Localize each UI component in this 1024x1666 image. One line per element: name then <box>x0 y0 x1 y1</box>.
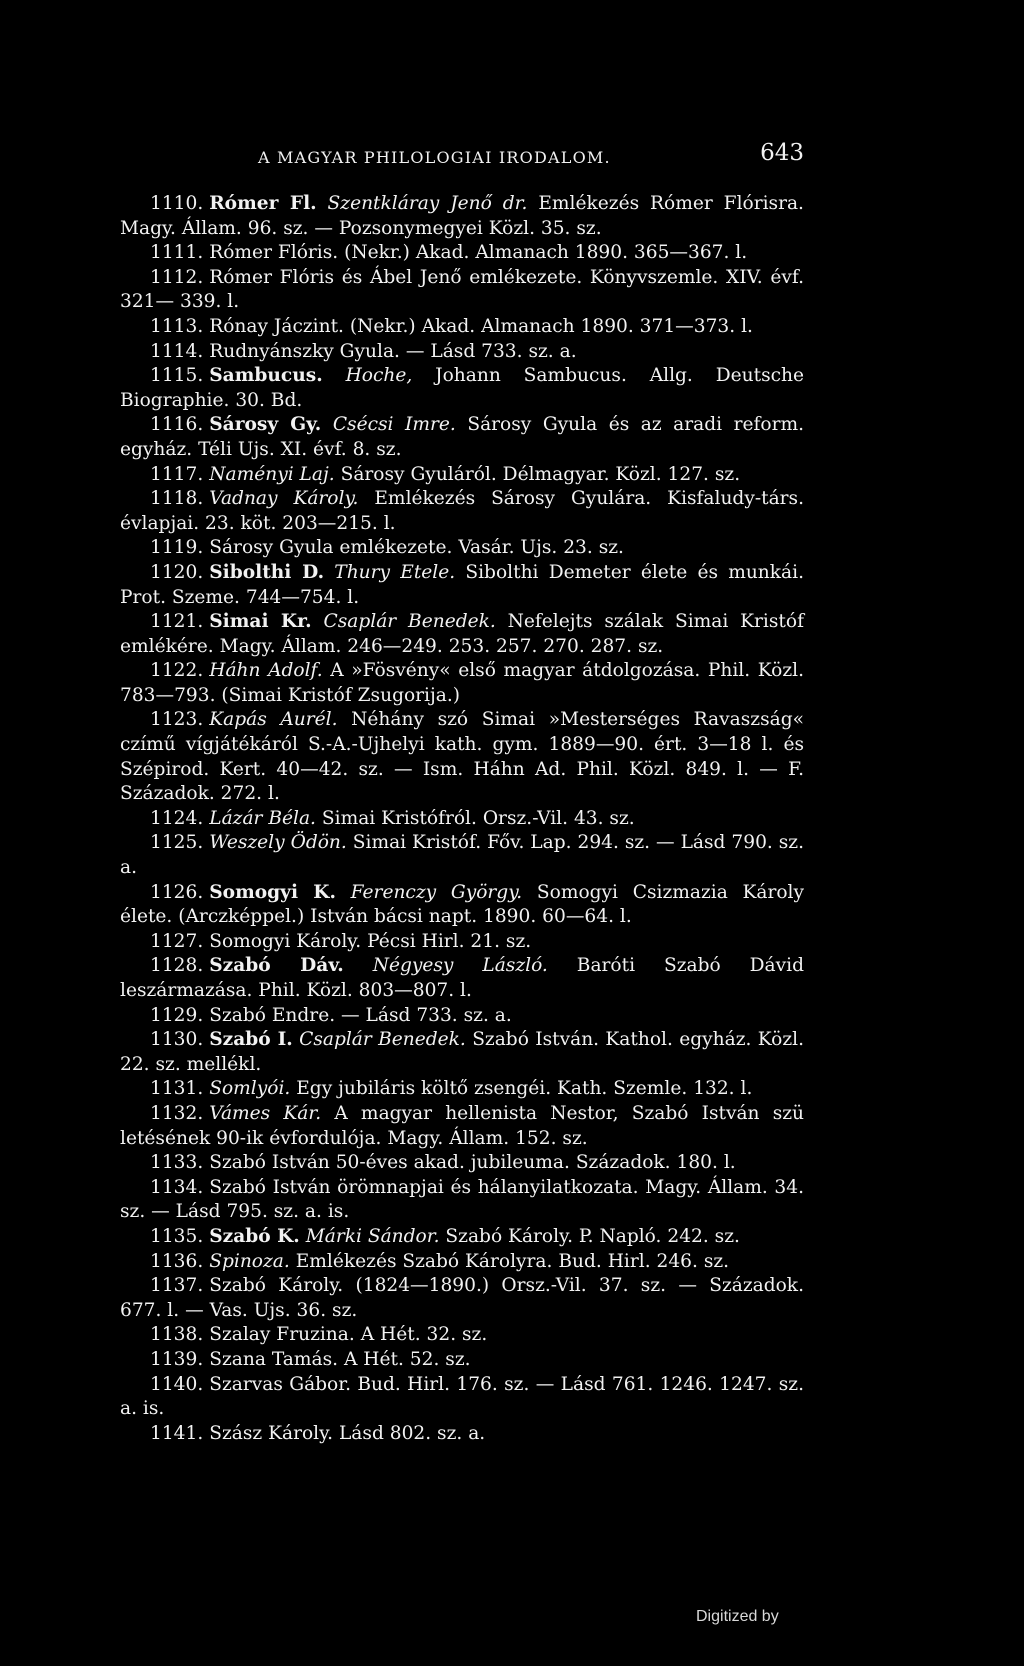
entry-author: Ferenczy György. <box>350 881 523 903</box>
entry-author: Szentkláray Jenő dr. <box>327 193 528 214</box>
bibliography-entry <box>120 1176 804 1225</box>
bibliography-entry <box>120 1373 804 1422</box>
entry-author: Márki Sándor. <box>305 1225 440 1247</box>
bibliography-entry <box>120 1151 804 1176</box>
entry-number: 1116. <box>150 414 204 436</box>
entry-number: 1111. <box>150 242 204 264</box>
entry-number: 1135. <box>150 1225 204 1247</box>
bibliography-entry <box>120 241 804 266</box>
entry-number: 1137. <box>150 1275 204 1297</box>
entry-text: Rómer Flóris és Ábel Jenő emlékezete. Könyvszemle. XIV. évf. 321— 339. l. <box>120 266 804 313</box>
entry-text: Sárosy Gyula emlékezete. Vasár. Ujs. 23. sz. <box>209 537 624 559</box>
entry-author: Spinoza. <box>209 1250 290 1272</box>
entry-number: 1138. <box>150 1324 204 1346</box>
entry-author: Csécsi Imre. <box>332 414 456 436</box>
entry-text: Szász Károly. Lásd 802. sz. a. <box>209 1422 486 1444</box>
entry-subject: Szabó Dáv. <box>209 955 344 977</box>
entry-text: Néhány szó Simai »Mesterséges Ravaszság« czímű vígjátékáról S.-A.-Ujhelyi kath. gym. 1889—90. ért. 3—18 l. és Szépirod. Kert. 40—42. sz. — Ism. Háhn Ad. Phil. Közl. 849. l. — F. Századok. 272. l. <box>120 709 804 805</box>
entry-number: 1130. <box>150 1029 204 1051</box>
entry-text: Szabó István. Kathol. egyház. Közl. 22. sz. mellékl. <box>120 1029 804 1075</box>
entry-number: 1110. <box>150 193 204 214</box>
digitized-by-label: Digitized by <box>696 1608 779 1625</box>
entry-number: 1125. <box>150 832 204 854</box>
entry-author: Háhn Adolf. <box>209 660 323 682</box>
bibliography-entry <box>120 1004 804 1029</box>
bibliography-entry <box>120 954 804 1003</box>
bibliography-entry <box>120 536 804 561</box>
bibliography-entry <box>120 1102 804 1151</box>
entry-text: Rudnyánszky Gyula. — Lásd 733. sz. a. <box>209 340 577 362</box>
entry-number: 1129. <box>150 1004 204 1026</box>
entry-number: 1127. <box>150 930 204 952</box>
bibliography-entry <box>120 364 804 413</box>
entry-number: 1139. <box>150 1348 204 1370</box>
page-number: 643 <box>760 140 804 166</box>
entry-number: 1140. <box>150 1373 204 1395</box>
bibliography-entry <box>120 1323 804 1348</box>
bibliography-entry <box>120 266 804 315</box>
entry-author: Lázár Béla. <box>209 807 316 829</box>
entry-text: Sárosy Gyula és az aradi reform. egyház. Téli Ujs. XI. évf. 8. sz. <box>120 414 804 460</box>
entry-number: 1117. <box>150 463 204 485</box>
entry-author: Vámes Kár. <box>209 1102 322 1124</box>
bibliography-entry <box>120 930 804 955</box>
entry-text: A »Fösvény« első magyar átdolgozása. Phil. Közl. 783—793. (Simai Kristóf Zsugorija.) <box>120 660 804 706</box>
bibliography-entry <box>120 807 804 832</box>
book-page <box>120 136 804 1446</box>
bibliography-entry <box>120 831 804 880</box>
entry-text: Rómer Flóris. (Nekr.) Akad. Almanach 1890. 365—367. l. <box>209 242 748 264</box>
entry-subject: Somogyi K. <box>209 881 336 903</box>
entry-subject: Szabó I. <box>209 1029 293 1051</box>
entry-author: Kapás Aurél. <box>209 709 338 731</box>
entry-number: 1120. <box>150 561 204 583</box>
page-header <box>120 136 804 176</box>
entry-text: Szabó Károly. (1824—1890.) Orsz.-Vil. 37. sz. — Századok. 677. l. — Vas. Ujs. 36. sz. <box>120 1275 804 1321</box>
entry-author: Thury Etele. <box>334 561 456 583</box>
entry-text: Sibolthi Demeter élete és munkái. Prot. Szeme. 744—754. l. <box>120 561 804 608</box>
entry-text: A magyar hellenista Nestor, Szabó István szü letésének 90-ik évfordulója. Magy. Állam. 152. sz. <box>120 1102 805 1149</box>
entry-author: Somlyói. <box>209 1078 291 1100</box>
bibliography-entry <box>120 561 804 610</box>
entry-text: Szabó Károly. P. Napló. 242. sz. <box>445 1225 740 1247</box>
entry-author: Weszely Ödön. <box>209 832 347 854</box>
entry-number: 1115. <box>150 365 204 387</box>
entry-text: Emlékezés Sárosy Gyulára. Kisfaludy-társ. évlapjai. 23. köt. 203—215. l. <box>120 488 805 534</box>
entry-subject: Sambucus. <box>209 365 323 387</box>
bibliography-entry <box>120 340 804 365</box>
entry-number: 1128. <box>150 955 204 977</box>
bibliography-entry <box>120 487 804 536</box>
entry-text: Szalay Fruzina. A Hét. 32. sz. <box>209 1324 488 1346</box>
entry-number: 1124. <box>150 807 204 829</box>
bibliography-entry <box>120 1348 804 1373</box>
entry-number: 1126. <box>150 881 204 903</box>
entry-text: Baróti Szabó Dávid leszármazása. Phil. Közl. 803—807. l. <box>120 955 804 1001</box>
entry-number: 1114. <box>150 340 204 362</box>
entry-text: Szarvas Gábor. Bud. Hirl. 176. sz. — Lásd 761. 1246. 1247. sz. a. is. <box>120 1373 804 1420</box>
bibliography-entry <box>120 192 804 241</box>
entry-text: Sárosy Gyuláról. Délmagyar. Közl. 127. sz. <box>340 463 741 485</box>
entry-number: 1131. <box>150 1078 204 1100</box>
entry-subject: Sárosy Gy. <box>209 414 322 436</box>
bibliography-entry <box>120 1250 804 1275</box>
bibliography-list <box>120 192 804 1446</box>
entry-text: Szabó István örömnapjai és hálanyilatkozata. Magy. Állam. 34. sz. — Lásd 795. sz. a. is. <box>120 1176 804 1223</box>
entry-number: 1132. <box>150 1102 204 1124</box>
bibliography-entry <box>120 1274 804 1323</box>
entry-number: 1118. <box>150 488 204 510</box>
entry-number: 1122. <box>150 660 204 682</box>
entry-text: Johann Sambucus. Allg. Deutsche Biographie. 30. Bd. <box>120 365 804 411</box>
entry-subject: Szabó K. <box>209 1225 300 1247</box>
entry-author: Csaplár Benedek. <box>323 611 496 633</box>
entry-number: 1136. <box>150 1250 204 1272</box>
entry-text: Szabó Endre. — Lásd 733. sz. a. <box>209 1004 512 1026</box>
entry-text: Simai Kristófról. Orsz.-Vil. 43. sz. <box>321 807 635 829</box>
entry-number: 1141. <box>150 1422 204 1444</box>
bibliography-entry <box>120 610 804 659</box>
entry-text: Emlékezés Szabó Károlyra. Bud. Hirl. 246. sz. <box>295 1250 730 1272</box>
entry-text: Emlékezés Rómer Flórisra. Magy. Állam. 96. sz. — Pozsonymegyei Közl. 35. sz. <box>120 193 804 239</box>
bibliography-entry <box>120 708 804 806</box>
entry-number: 1123. <box>150 709 204 731</box>
bibliography-entry <box>120 1422 804 1447</box>
bibliography-entry <box>120 1077 804 1102</box>
entry-subject: Sibolthi D. <box>209 561 325 583</box>
bibliography-entry <box>120 659 804 708</box>
entry-author: Csaplár Benedek. <box>299 1029 466 1051</box>
entry-text: Szana Tamás. A Hét. 52. sz. <box>209 1348 471 1370</box>
entry-author: Négyesy László. <box>372 955 548 977</box>
entry-text: Egy jubiláris költő zsengéi. Kath. Szemle. 132. l. <box>296 1078 753 1100</box>
entry-number: 1112. <box>150 266 204 288</box>
entry-text: Nefelejts szálak Simai Kristóf emlékére. Magy. Állam. 246—249. 253. 257. 270. 287. sz. <box>120 611 804 657</box>
bibliography-entry <box>120 413 804 462</box>
entry-number: 1113. <box>150 315 204 337</box>
entry-author: Hoche, <box>345 365 413 387</box>
bibliography-entry <box>120 1028 804 1077</box>
bibliography-entry <box>120 463 804 488</box>
entry-subject: Rómer Fl. <box>209 193 317 214</box>
entry-author: Vadnay Károly. <box>209 488 359 510</box>
entry-author: Naményi Laj. <box>209 463 335 485</box>
entry-text: Somogyi Károly. Pécsi Hirl. 21. sz. <box>209 930 532 952</box>
entry-text: Rónay Jáczint. (Nekr.) Akad. Almanach 1890. 371—373. l. <box>209 315 753 337</box>
entry-text: Simai Kristóf. Főv. Lap. 294. sz. — Lásd 790. sz. a. <box>120 832 805 879</box>
entry-text: Somogyi Csizmazia Károly élete. (Arczképpel.) István bácsi napt. 1890. 60—64. l. <box>120 881 805 928</box>
entry-number: 1121. <box>150 611 204 633</box>
entry-text: Szabó István 50-éves akad. jubileuma. Századok. 180. l. <box>209 1152 736 1174</box>
bibliography-entry <box>120 881 804 930</box>
running-title: A MAGYAR PHILOLOGIAI IRODALOM. <box>258 148 611 167</box>
bibliography-entry <box>120 1225 804 1250</box>
entry-subject: Simai Kr. <box>209 611 312 633</box>
bibliography-entry <box>120 315 804 340</box>
entry-number: 1133. <box>150 1152 204 1174</box>
entry-number: 1134. <box>150 1176 204 1198</box>
entry-number: 1119. <box>150 537 204 559</box>
